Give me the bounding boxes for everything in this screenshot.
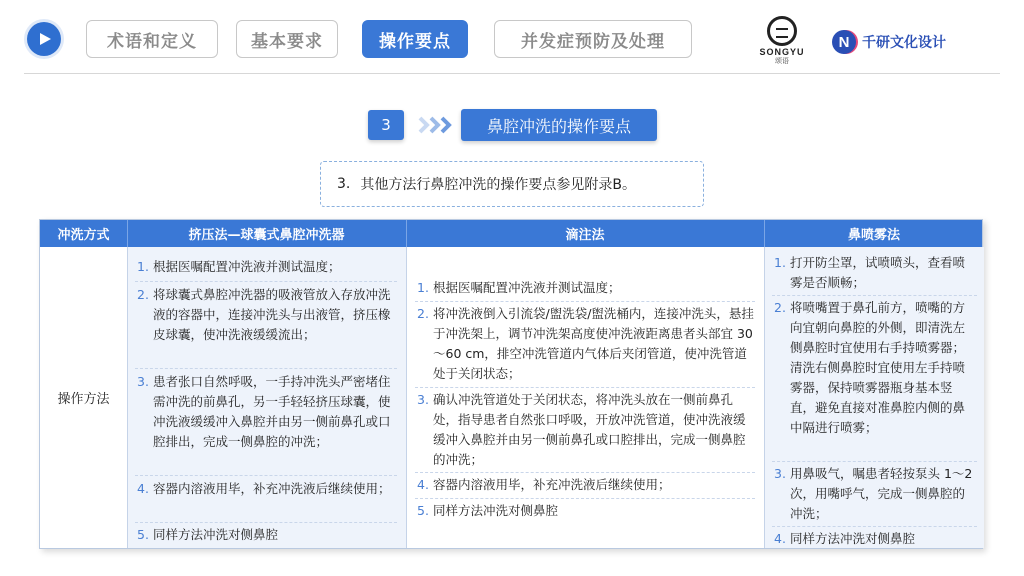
step-divider [772,461,977,462]
step-divider [772,526,977,527]
list-item [415,304,755,384]
step-number: 3. [137,374,149,389]
step-text: 确认冲洗管道处于关闭状态，将冲洗头放在一侧前鼻孔处，指导患者自然张口呼吸，开放冲洗管道，使冲洗液缓缓冲入鼻腔并由另一侧前鼻孔或口腔排出，完成一侧鼻腔的冲洗； [433,392,746,467]
header-divider [24,73,1000,74]
column-divider-3 [764,247,765,548]
row-label-method: 操作方法 [57,392,110,407]
column-divider-1 [127,247,128,548]
qianyan-mark-icon: N [832,30,856,54]
step-text: 将喷嘴置于鼻孔前方，喷嘴的方向宜朝向鼻腔的外侧，即清洗左侧鼻腔时宜使用右手持喷雾器；清洗右侧鼻腔时宜使用左手持喷雾器，保持喷雾器瓶身基本竖直，避免直接对准鼻腔内侧的鼻中隔进行喷雾； [790,300,966,435]
step-number: 1. [137,259,149,274]
note-text: 其他方法行鼻腔冲洗的操作要点参见附录B。 [360,177,636,193]
step-divider [135,475,397,476]
step-text: 同样方法冲洗对侧鼻腔 [790,531,916,546]
tab-operation-points[interactable]: 操作要点 [362,20,468,58]
section-number: 3 [368,110,404,140]
section-title: 鼻腔冲洗的操作要点 [461,109,657,141]
step-text: 根据医嘱配置冲洗液并测试温度； [153,259,341,274]
drip-steps [415,278,755,528]
step-number: 5. [137,527,149,542]
step-divider [415,498,755,499]
songyu-logo-name: SONGYU [759,47,805,57]
squeeze-steps [135,257,397,547]
list-item [772,529,977,549]
step-text: 容器内溶液用毕，补充冲洗液后继续使用； [153,481,391,496]
list-item [135,257,397,277]
qianyan-logo [832,29,946,55]
list-item [415,501,755,521]
step-text: 同样方法冲洗对侧鼻腔 [153,527,279,542]
tab-basic-requirements[interactable]: 基本要求 [236,20,338,58]
step-divider [135,522,397,523]
step-number: 5. [417,503,429,518]
list-item [135,525,397,545]
step-divider [135,368,397,369]
header-spray: 鼻喷雾法 [847,228,900,243]
step-number: 1. [417,280,429,295]
step-text: 用鼻吸气，嘱患者轻按泵头 1～2 次，用嘴呼气，完成一侧鼻腔的冲洗； [790,466,973,521]
step-number: 3. [417,392,429,407]
step-number: 2. [774,300,786,315]
play-button[interactable] [27,22,61,56]
step-text: 容器内溶液用毕，补充冲洗液后继续使用； [433,477,671,492]
list-item [135,372,397,452]
step-text: 将球囊式鼻腔冲洗器的吸液管放入存放冲洗液的容器中，连接冲洗头与出液管，挤压橡皮球囊，使冲洗液缓缓流出； [153,287,391,342]
step-number: 4. [137,481,149,496]
column-divider-2 [406,247,407,548]
step-divider [415,472,755,473]
step-number: 4. [774,531,786,546]
operation-table [39,219,983,549]
step-text: 根据医嘱配置冲洗液并测试温度； [433,280,621,295]
header-drip: 滴注法 [565,228,605,243]
songyu-logo [752,16,812,64]
chevrons-right-icon [416,112,456,138]
qianyan-logo-text: 千研文化设计 [862,35,946,51]
header-squeeze: 挤压法—球囊式鼻腔冲洗器 [188,228,345,243]
step-number: 3. [774,466,786,481]
header-method: 冲洗方式 [57,228,110,243]
step-number: 2. [417,306,429,321]
spray-steps [772,253,977,547]
play-icon [38,32,52,46]
step-text: 将冲洗液倒入引流袋/盥洗袋/盥洗桶内，连接冲洗头，悬挂于冲洗架上，调节冲洗架高度使冲洗液距离患者头部宜 30～60 cm，排空冲洗管道内气体后夹闭管道，使冲洗管道处于关闭状态； [433,306,754,381]
step-text: 同样方法冲洗对侧鼻腔 [433,503,559,518]
step-divider [415,387,755,388]
step-number: 1. [774,255,786,270]
list-item [772,298,977,438]
step-number: 2. [137,287,149,302]
list-item [135,285,397,345]
tab-terms[interactable]: 术语和定义 [86,20,218,58]
list-item [415,475,755,495]
step-number: 4. [417,477,429,492]
tab-complications[interactable]: 并发症预防及处理 [494,20,692,58]
step-divider [415,301,755,302]
note-box [320,161,704,207]
list-item [415,390,755,470]
songyu-logo-sub: 颂语 [775,57,789,65]
list-item [772,253,977,293]
step-text: 患者张口自然呼吸，一手持冲洗头严密堵住需冲洗的前鼻孔，另一手轻轻挤压球囊，使冲洗液缓缓冲入鼻腔并由另一侧前鼻孔或口腔排出，完成一侧鼻腔的冲洗； [153,374,391,449]
step-divider [772,295,977,296]
songyu-mark-icon [767,16,797,46]
step-text: 打开防尘罩，试喷喷头，查看喷雾是否顺畅； [790,255,966,290]
step-divider [135,281,397,282]
list-item [415,278,755,298]
list-item [772,464,977,524]
note-number: 3. [337,176,351,192]
list-item [135,479,397,499]
